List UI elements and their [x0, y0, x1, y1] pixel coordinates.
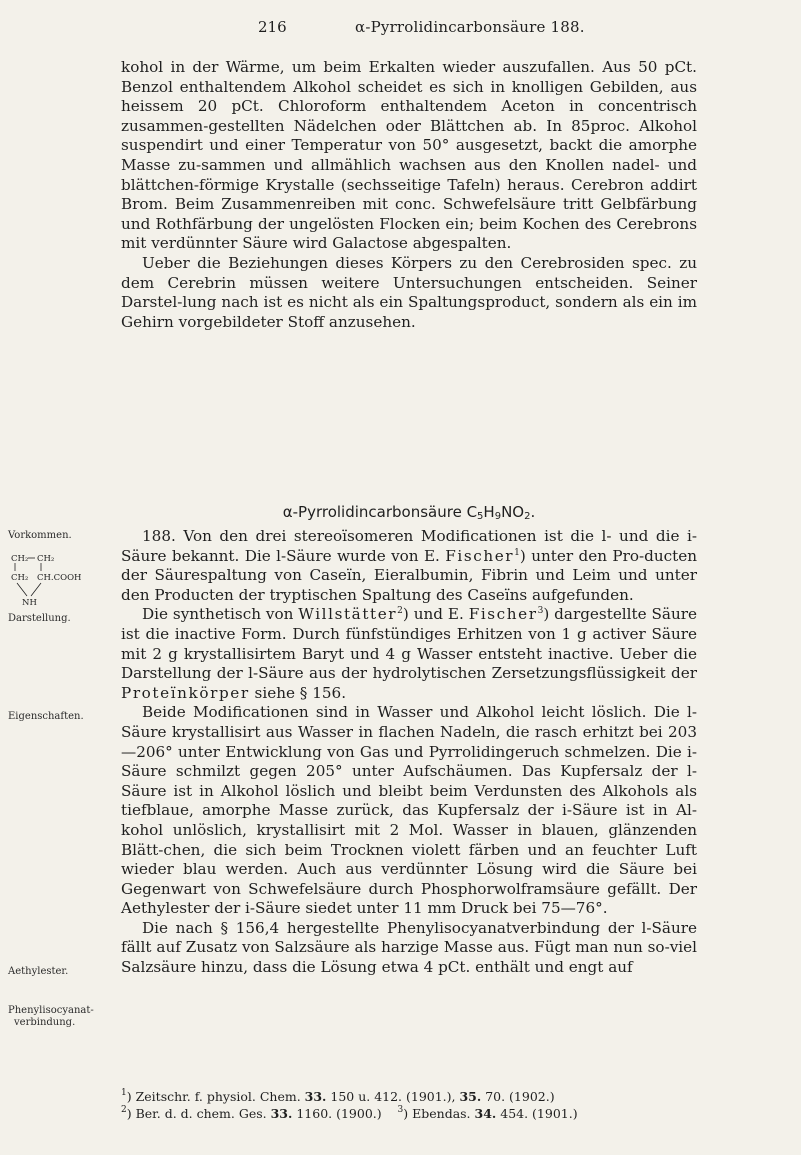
formula-ch2-top-right: CH₂ — [37, 554, 55, 564]
paragraph-cerebron-properties: kohol in der Wärme, um beim Erkalten wieder auszufallen. Aus 50 pCt. Benzol enthaltendem Alkohol scheidet es sich in knolligen Gebilden, aus heissem 20 pCt. Chloroform enthaltendem Aceton in concentrisch zusammen-gestellten Nädelchen oder Blättchen ab. In 85proc. Alkohol suspendirt und einer Temperatur von 50° ausgesetzt, backt die amorphe Masse zu-sammen und allmählich wachsen aus den Knollen nadel- und blättchen-förmige Krystalle (sechsseitige Tafeln) heraus. Cerebron addirt Brom. Beim Zusammenreiben mit conc. Schwefelsäure tritt Gelbfärbung und Rothfärbung der ungelösten Flocken ein; beim Kochen des Cerebrons mit verdünnter Säure wird Galactose abgespalten. — [121, 58, 697, 253]
footnote-mark: 2 — [121, 1105, 127, 1115]
heading-sub-c: 5 — [477, 511, 484, 522]
margin-note-aethylester: Aethylester. — [8, 966, 69, 977]
spaced-term: Proteïnkörper — [121, 683, 250, 702]
author-name: Fischer — [445, 546, 515, 565]
paragraph-properties: Beide Modificationen sind in Wasser und Alkohol leicht löslich. Die l-Säure krystallisirt aus Wasser in flachen Nadeln, die rasch erhitzt bei 203—206° unter Entwicklung von Gas und Pyrrolidingeruch schmelzen. Die i-Säure schmilzt gegen 205° unter Aufschäumen. Das Kupfersalz der l-Säure ist in Alkohol löslich und bleibt beim Verdunsten des Alkohols als tiefblaue, amorphe Masse zurück, das Kupfersalz der i-Säure ist in Al-kohol unlöslich, krystallisirt mit 2 Mol. Wasser in blauen, glänzenden Blätt-chen, die sich beim Trocknen violett färben und an feuchter Luft wieder blau werden. Auch aus verdünnter Lösung wird die Säure bei Gegenwart von Schwefelsäure durch Phosphorwolframsäure gefällt. Der Aethylester der i-Säure siedet unter 11 mm Druck bei 75—76°. — [121, 703, 697, 918]
author-name: Fischer — [468, 605, 538, 624]
footnote-volume: 35. — [459, 1089, 482, 1104]
footnote-2-3 — [121, 1106, 697, 1122]
footnote-text: 1160. (1900.) — [292, 1106, 398, 1121]
heading-no: NO — [501, 503, 525, 521]
pyrrolidine-ring-diagram — [8, 552, 112, 614]
occurrence-text-cont: ) unter den Pro-ducten der Säurespaltung von Caseïn, Eieralbumin, Fibrin und Leim und unter den Producten der tryptischen Spaltung des Caseïns aufgefunden. — [121, 546, 697, 604]
heading-period: . — [530, 503, 536, 521]
preparation-text: Die synthetisch von — [142, 605, 299, 624]
heading-sub-h: 9 — [494, 511, 502, 522]
heading-name: α-Pyrrolidincarbonsäure C — [282, 503, 478, 521]
heading-h: H — [483, 503, 495, 521]
formula-nh: NH — [22, 598, 37, 608]
structural-formula — [8, 552, 112, 612]
occurrence-text: 188. Von den drei stereoïsomeren Modificationen ist die l- und die i-Säure bekannt. Die l-Säure wurde von E. — [121, 527, 697, 565]
footnote-mark: 3 — [397, 1105, 404, 1115]
footnote-text: ) Ber. d. d. chem. Ges. — [126, 1106, 271, 1121]
margin-note-eigenschaften: Eigenschaften. — [8, 711, 84, 722]
preparation-text-end: siehe § 156. — [249, 683, 347, 702]
heading-sub-o: 2 — [524, 511, 531, 522]
footnote-volume: 33. — [304, 1089, 327, 1104]
footnote-text: 70. (1902.) — [481, 1089, 555, 1104]
footnote-text: ) Ebendas. — [403, 1106, 475, 1121]
pyrrolidine-text-block — [121, 527, 697, 978]
page-number: 216 — [258, 18, 287, 36]
footnote-ref: 3 — [537, 606, 544, 617]
footnote-ref: 2 — [397, 606, 403, 617]
footnote-text: 150 u. 412. (1901.), — [326, 1089, 460, 1104]
margin-note-vorkommen: Vorkommen. — [8, 530, 72, 541]
paragraph-occurrence — [121, 527, 697, 605]
footnote-1 — [121, 1089, 697, 1105]
footnote-ref: 1 — [514, 547, 520, 558]
running-title: α-Pyrrolidincarbonsäure 188. — [355, 18, 585, 36]
preparation-text-cont: ) dargestellte Säure ist die inactive Form. Durch fünfstündiges Erhitzen von 1 g activer Säure mit 2 g krystallisirtem Baryt und 4 g Wasser entsteht inactive. Ueber die Darstellung der l-Säure aus der hydrolytischen Zersetzungsflüssigkeit der — [121, 605, 697, 683]
formula-ch2-bottom-left: CH₂ — [11, 573, 29, 583]
footnote-text: ) Zeitschr. f. physiol. Chem. — [126, 1089, 305, 1104]
footnote-text: 454. (1901.) — [496, 1106, 578, 1121]
section-heading — [121, 503, 697, 521]
formula-ch2-top-left: CH₂ — [11, 554, 29, 564]
paragraph-preparation — [121, 605, 697, 703]
margin-note-line: verbindung. — [14, 1017, 76, 1028]
margin-note-line: Phenylisocyanat- — [8, 1005, 94, 1016]
footnote-mark: 1 — [121, 1088, 127, 1098]
paragraph-phenylisocyanate: Die nach § 156,4 hergestellte Phenylisocyanatverbindung der l-Säure fällt auf Zusatz von Salzsäure als harzige Masse aus. Fügt man nun so-viel Salzsäure hinzu, dass die Lösung etwa 4 pCt. enthält und engt auf — [121, 918, 697, 977]
formula-ch-cooh: CH.COOH — [37, 573, 82, 583]
margin-note-phenylisocyanat — [8, 1005, 112, 1029]
preparation-text-cont: ) und E. — [402, 605, 469, 624]
footnote-volume: 34. — [474, 1106, 497, 1121]
cerebron-text-block — [121, 58, 697, 332]
paragraph-cerebron-relation: Ueber die Beziehungen dieses Körpers zu den Cerebrosiden spec. zu dem Cerebrin müssen weitere Untersuchungen entscheiden. Seiner Darstel-lung nach ist es nicht als ein Spaltungsproduct, sondern als ein im Gehirn vorgebildeter Stoff anzusehen. — [121, 253, 697, 331]
margin-note-darstellung: Darstellung. — [8, 613, 71, 624]
author-name: Willstätter — [298, 605, 398, 624]
footnote-volume: 33. — [270, 1106, 293, 1121]
